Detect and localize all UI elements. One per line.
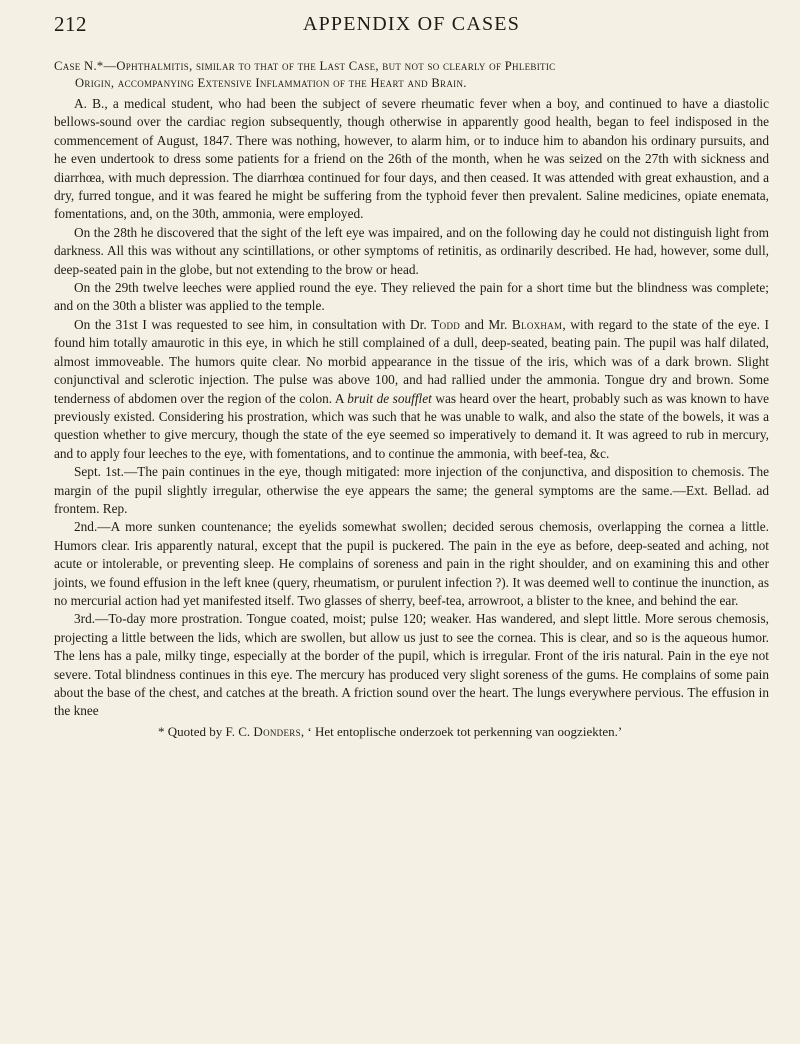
paragraph-31st: [54, 316, 769, 463]
paragraph-31st-part-d: was heard over the heart, probably such as was known to have previously existed. Considering his prostration, which was such that he was unable to walk, and also the state of the bowels, it was a question whether to give mercury, though the state of the eye seemed so imperatively to demand it. It was agreed to rub in mercury, and to apply four leeches to the eye, with fomentations, and to continue the ammonia, with beef-tea, &c.: [54, 390, 769, 461]
paragraph-29th: On the 29th twelve leeches were applied round the eye. They relieved the pain for a short time but the blindness was complete; and on the 30th a blister was applied to the temple.: [54, 280, 769, 314]
case-heading-line-2: Origin, accompanying Extensive Inflammation of the Heart and Brain.: [75, 76, 467, 90]
footnote: [54, 723, 769, 740]
paragraph-31st-part-b: and Mr.: [460, 316, 512, 332]
case-heading: [54, 58, 769, 92]
paragraph-2nd: 2nd.—A more sunken countenance; the eyelids somewhat swollen; decided serous chemosis, overlapping the cornea a little. Humors clear. Iris apparently natural, except that the pupil is puckered. The pain in the eye as before, deep-seated and aching, not acute or intolerable, or preventing sleep. He complains of soreness and pain in the right shoulder, and on examining this and other joints, we found effusion in the left knee (query, rheumatism, or purulent infection ?). It was deemed well to continue the inunction, as no mercurial action had yet manifested itself. Two glasses of sherry, beef-tea, arrowroot, a blister to the knee, and behind the ear.: [54, 519, 769, 608]
footnote-part-b: , ‘ Het entoplische onderzoek tot perkenning van oogziekten.’: [300, 723, 623, 739]
name-todd: Todd: [431, 316, 461, 332]
case-body: [54, 95, 769, 721]
paragraph-31st-part-c: , with regard to the state of the eye. I found him totally amaurotic in this eye, in which he still complained of a dull, deep-seated, beating pain. The pupil was half dilated, almost immoveable. The humors quite clear. No morbid appearance in the tissue of the iris, which was of a dark brown. Slight conjunctival and sclerotic injection. The pulse was above 100, and had rallied under the ammonia. Tongue dry and brown. Some tenderness of abdomen over the region of the colon. A: [54, 316, 769, 406]
case-heading-line-1: Case N.*—Ophthalmitis, similar to that of the Last Case, but not so clearly of Phlebitic: [54, 59, 556, 73]
running-title: APPENDIX OF CASES: [302, 13, 521, 35]
italic-bruit-de-soufflet: bruit de soufflet: [347, 390, 432, 406]
paragraph-3rd: 3rd.—To-day more prostration. Tongue coated, moist; pulse 120; weaker. Has wandered, and slept little. More serous chemosis, projecting a little between the lids, which are swollen, but allow us just to see the cornea. This is clear, and so is the aqueous humor. The lens has a pale, milky tinge, especially at the border of the pupil, which is irregular. Front of the iris natural. Pain in the eye not severe. Total blindness continues in this eye. The mercury has produced very slight soreness of the gums. He complains of some pain about the base of the chest, and catches at the breath. A friction sound over the heart. The lungs everywhere pervious. The effusion in the knee: [54, 611, 769, 719]
page-number: 212: [54, 12, 87, 36]
paragraph-28th: On the 28th he discovered that the sight of the left eye was impaired, and on the following day he could not distinguish light from darkness. All this was without any scintillations, or other symptoms of retinitis, as ordinarily described. He had, however, some dull, deep-seated pain in the globe, but not extending to the brow or head.: [54, 224, 769, 277]
paragraph-history: A. B., a medical student, who had been the subject of severe rheumatic fever when a boy, and continued to have a diastolic bellows-sound over the cardiac region subsequently, though otherwise in apparently good health, began to feel indisposed in the commencement of August, 1847. There was nothing, however, to alarm him, or to induce him to abandon his ordinary pursuits, and he even undertook to dress some patients for a friend on the 26th of the month, when he was seized on the 27th with sickness and diarrhœa, with much depression. The diarrhœa continued for four days, and then ceased. It was attended with great exhaustion, and a dry, furred tongue, and it was feared he might be suffering from the typhoid fever then prevalent. Saline medicines, opiate enemata, fomentations, and, on the 30th, ammonia, were employed.: [54, 96, 769, 222]
running-header: [54, 12, 769, 46]
paragraph-sept-1st: Sept. 1st.—The pain continues in the eye, though mitigated: more injection of the conjunctiva, and disposition to chemosis. The margin of the pupil slightly irregular, otherwise the eye appears the same; the general symptoms are the same.—Ext. Bellad. ad frontem. Rep.: [54, 464, 769, 516]
paragraph-31st-part-a: On the 31st I was requested to see him, in consultation with Dr.: [74, 316, 432, 332]
name-bloxham: Bloxham: [511, 316, 563, 332]
name-donders: Donders: [253, 723, 301, 739]
footnote-part-a: * Quoted by F. C.: [158, 723, 254, 739]
